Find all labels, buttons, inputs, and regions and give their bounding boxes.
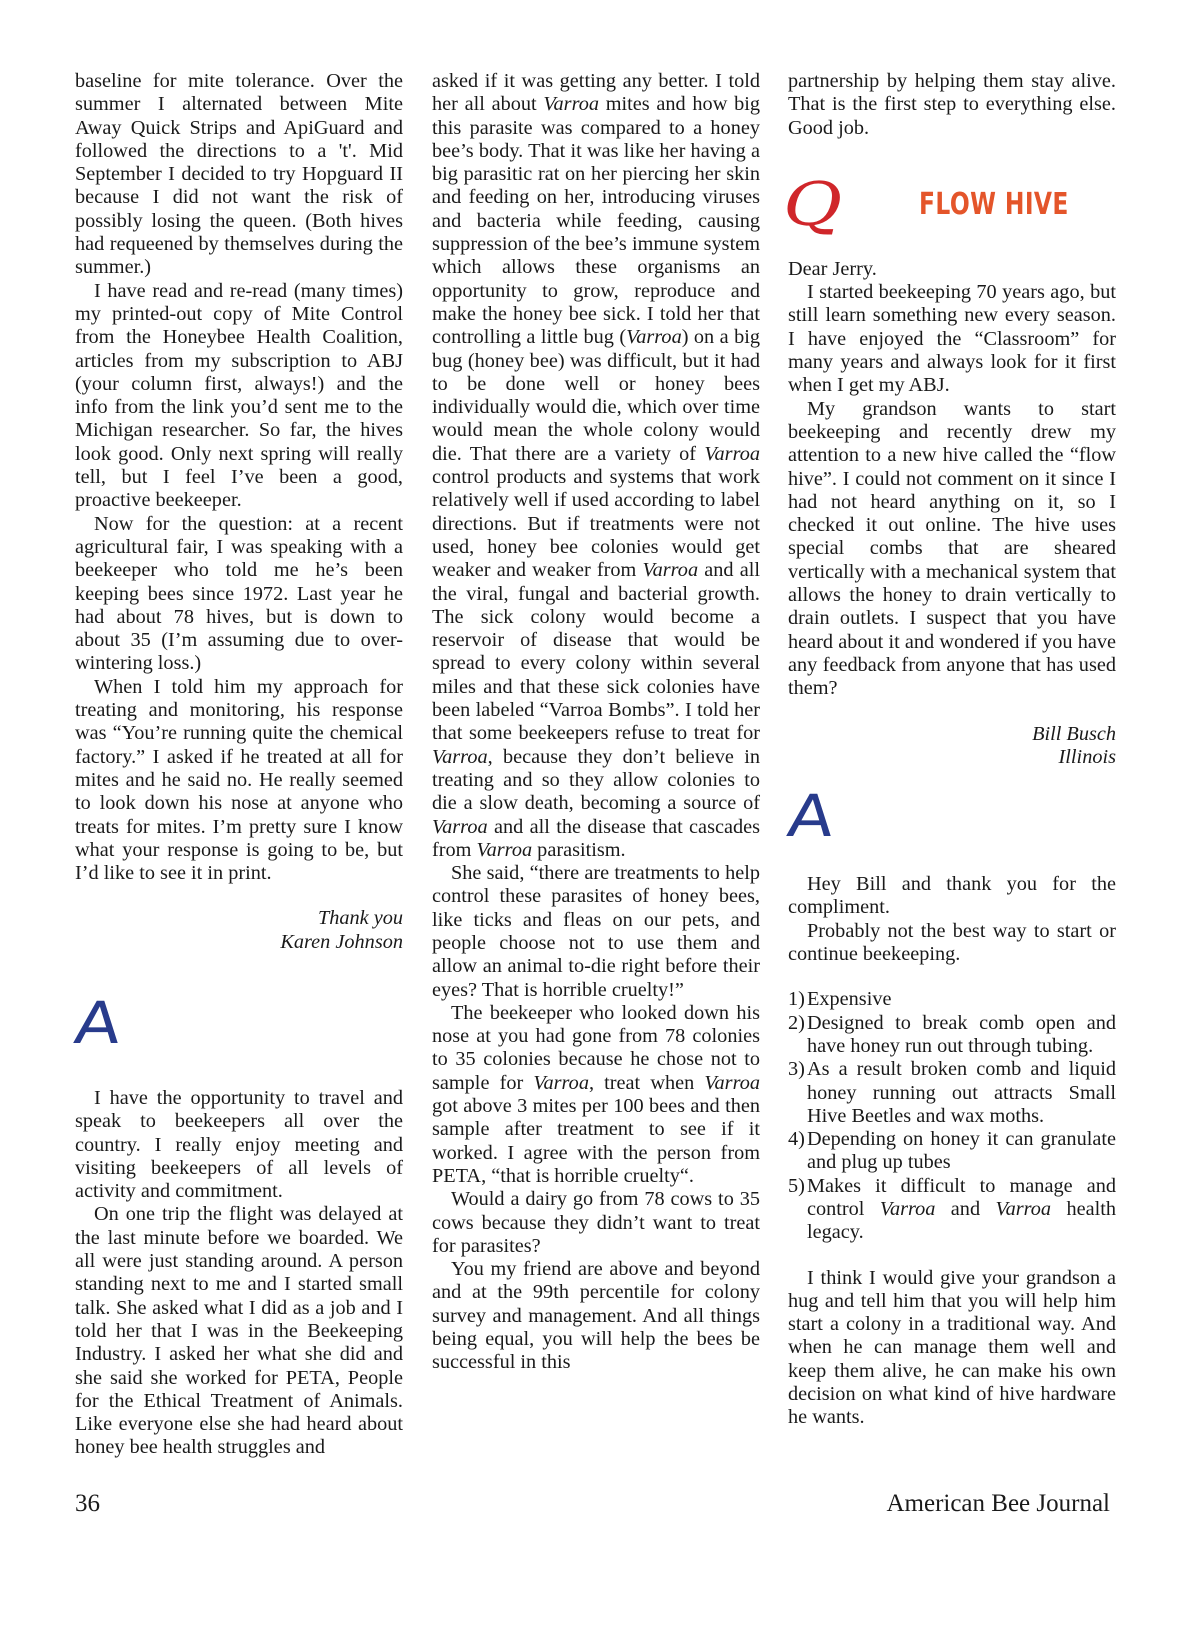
paragraph: partnership by helping them stay alive. That is the first step to everything else. Good job. (788, 70, 1116, 139)
paragraph: asked if it was getting any better. I told her all about Varroa mites and how big this parasite was compared to a honey bee’s body. That it was like her having a big parasitic rat on her piercing her skin and feeding on her, introducing viruses and bacteria while feeding, causing suppression of the bee’s immune system which allows these organisms an opportunity to grow, reproduce and make the honey bee sick. I told her that controlling a little bug (Varroa) on a big bug (honey bee) was difficult, but it had to be done well or honey bees individually would die, which over time would mean the whole colony would die. That there are a variety of Varroa control products and systems that work relatively well if used according to label directions. But if treatments were not used, honey bee colonies would get weaker and weaker from Varroa and all the viral, fungal and bacterial growth. The sick colony would become a reservoir of disease that would be spread to every colony within several miles and that these sick colonies have been labeled “Varroa Bombs”. I told her that some beekeepers refuse to treat for Varroa, because they don’t believe in treating and so they allow colonies to die a slow death, becoming a source of Varroa and all the disease that cascades from Varroa parasitism. (432, 70, 760, 861)
paragraph: Would a dairy go from 78 cows to 35 cows because they didn’t want to treat for parasites? (432, 1188, 760, 1257)
paragraph: baseline for mite tolerance. Over the summer I alternated between Mite Away Quick Strips and ApiGuard and followed the directions to a 't'. Mid September I decided to try Hopguard II because I did not want the risk of possibly losing the queen. (Both hives had requeened by themselves during the summer.) (75, 70, 403, 279)
reasons-list (788, 988, 1116, 1244)
list-item: 5) Makes it difficult to manage and control Varroa and Varroa health legacy. (788, 1174, 1116, 1244)
journal-name: American Bee Journal (886, 1490, 1110, 1517)
paragraph: I have read and re-read (many times) my printed-out copy of Mite Control from the Honeybee Health Coalition, articles from my subscription to ABJ (your column first, always!) and the info from the link you’d sent me to the Michigan researcher. So far, the hives look good. Only next spring will really tell, but I feel I’ve been a good, proactive beekeeper. (75, 279, 403, 512)
paragraph: I started beekeeping 70 years ago, but still learn something new every season. I have enjoyed the “Classroom” for many years and always look for it first when I get my ABJ. (788, 281, 1116, 397)
paragraph: She said, “there are treatments to help control these parasites of honey bees, like ticks and fleas on our pets, and people choose not to use them and allow an animal to-die right before their eyes? That is horrible cruelty!” (432, 862, 760, 1001)
paragraph: Now for the question: at a recent agricultural fair, I was speaking with a beekeeper who told me he’s been keeping bees since 1972. Last year he had about 78 hives, but is down to about 35 (I’m assuming due to over-wintering loss.) (75, 512, 403, 675)
paragraph: On one trip the flight was delayed at the last minute before we boarded. We all were just standing around. A person standing next to me and I started small talk. She asked what I did as a job and I told her that I was in the Beekeeping Industry. I asked her what she did and she said she worked for PETA, People for the Ethical Treatment of Animals. Like everyone else she had heard about honey bee health struggles and (75, 1203, 403, 1459)
signature-closing: Thank you (317, 907, 403, 930)
column-3 (783, 70, 1116, 1430)
greeting: Dear Jerry. (788, 257, 877, 280)
paragraph: I have the opportunity to travel and speak to beekeepers all over the country. I really enjoy meeting and visiting beekeepers of all levels of activity and commitment. (75, 1086, 403, 1203)
paragraph: I think I would give your grandson a hug and tell him that you will help him start a colony in a traditional way. And when he can manage them well and keep them alive, he can make his own decision on what kind of hive hardware he wants. (788, 1266, 1116, 1429)
page-number: 36 (75, 1490, 100, 1517)
paragraph: My grandson wants to start beekeeping and recently drew my attention to a new hive called the “flow hive”. I could not comment on it since I had not heard anything on it, so I checked it out online. The hive uses special combs that are sheared vertically with a mechanical system that allows the honey to drain vertically to drain outlets. I suspect that you have heard about it and wondered if you have any feedback from anyone that has used them? (788, 397, 1116, 700)
list-item: 3) As a result broken comb and liquid honey running out attracts Small Hive Beetles and wax moths. (788, 1058, 1116, 1127)
column-2 (432, 70, 760, 1375)
signature-location: Illinois (1058, 745, 1116, 768)
question-title: FLOW HIVE (919, 187, 1070, 223)
list-item: 2) Designed to break comb open and have honey run out through tubing. (788, 1011, 1116, 1057)
question-q-icon: Q (783, 169, 843, 240)
paragraph: Hey Bill and thank you for the compliment. (788, 873, 1116, 919)
question-header (783, 169, 1116, 240)
answer-a-icon: A (70, 988, 125, 1057)
paragraph: When I told him my approach for treating and monitoring, his response was “You’re running quite the chemical factory.” I asked if he treated at all for mites and he said no. He really seemed to look down his nose at anyone who treats for mites. I’m pretty sure I know what your response is going to be, but I’d like to see it in print. (75, 675, 403, 885)
paragraph: The beekeeper who looked down his nose at you had gone from 78 colonies to 35 colonies because he chose not to sample for Varroa, treat when Varroa got above 3 mites per 100 bees and then sample after treatment to see if it worked. I agree with the person from PETA, “that is horrible cruelty“. (432, 1001, 760, 1187)
signature-name: Karen Johnson (280, 930, 403, 953)
column-1 (70, 70, 403, 1460)
paragraph: You my friend are above and beyond and at the 99th percentile for colony survey and management. And all things being equal, you will help the bees be successful in this (432, 1258, 760, 1374)
paragraph: Probably not the best way to start or continue beekeeping. (788, 919, 1116, 966)
answer-a-icon: A (783, 782, 838, 851)
signature-name: Bill Busch (1032, 722, 1116, 745)
list-item: 1) Expensive (788, 988, 892, 1011)
list-item: 4) Depending on honey it can granulate and plug up tubes (788, 1128, 1116, 1174)
